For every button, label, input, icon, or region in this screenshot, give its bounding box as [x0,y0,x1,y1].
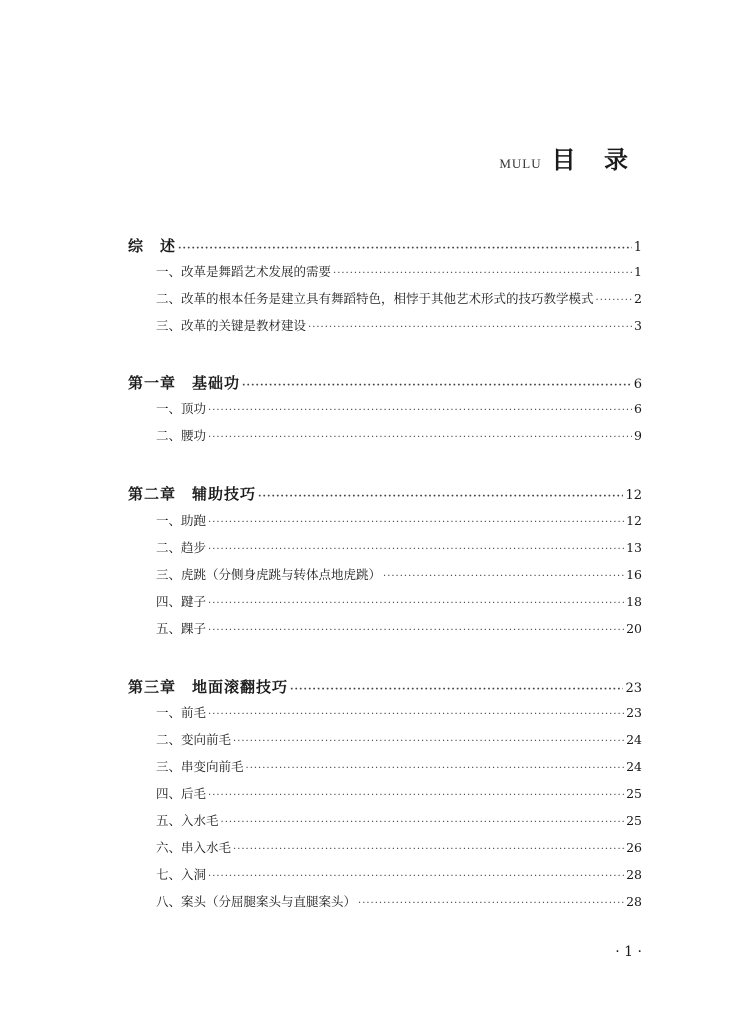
toc-entry-label: 二、改革的根本任务是建立具有舞蹈特色，相悖于其他艺术形式的技巧教学模式 [156,291,594,306]
toc-page-number: 20 [626,621,642,636]
dot-leader [208,517,624,528]
toc-page-number: 18 [626,594,642,609]
toc-section [128,892,642,910]
dot-leader [208,598,624,609]
toc-page-number: 12 [626,513,642,528]
toc-entry-label: 第一章 基础功 [128,374,241,392]
toc-page-number: 1 [634,264,642,279]
toc-page-number: 23 [626,705,642,720]
header-pinyin: MULU [499,156,542,171]
toc-entry-label: 四、后毛 [156,786,207,801]
toc-section [128,865,642,883]
toc-entry-label: 第三章 地面滚翻技巧 [128,678,289,696]
toc-chapter [128,676,642,697]
toc-page-number: 12 [625,488,642,503]
toc-entry-label: 二、变向前毛 [156,732,232,747]
toc-entry-label: 三、虎跳（分侧身虎跳与转体点地虎跳） [156,567,382,582]
toc-entry-label: 三、改革的关键是教材建设 [156,318,307,333]
toc-page-number: 13 [626,540,642,555]
toc-page-number: 24 [626,732,642,747]
toc-page-number: 26 [626,840,642,855]
toc-page-number: 6 [634,401,642,416]
toc-entry-label: 二、腰功 [156,428,207,443]
toc-entry-label: 二、趋步 [156,540,207,555]
toc-section [128,426,642,444]
page-number: · 1 · [615,944,642,960]
dot-leader [258,491,623,502]
dot-leader [246,763,625,774]
dot-leader [233,844,624,855]
dot-leader [242,380,632,391]
toc-entry-label: 一、助跑 [156,513,207,528]
dot-leader [221,817,625,828]
toc-header [499,140,638,175]
dot-leader [290,684,623,695]
dot-leader [208,871,624,882]
toc-entry-label: 五、入水毛 [156,813,219,828]
toc-entry-label: 三、串变向前毛 [156,759,244,774]
toc-chapter [128,372,642,393]
toc-entry-label: 八、案头（分屈腿案头与直腿案头） [156,894,357,909]
toc-section [128,838,642,856]
toc-entry-label: 四、踺子 [156,594,207,609]
toc-page-number: 23 [625,681,642,696]
toc-page-number: 28 [626,867,642,882]
toc-page-number: 28 [626,894,642,909]
dot-leader [208,790,624,801]
toc-page-number: 25 [626,813,642,828]
toc-page-number: 24 [626,759,642,774]
toc-section [128,565,642,583]
toc-entry-label: 一、顶功 [156,401,207,416]
toc-entry-label: 六、串入水毛 [156,840,232,855]
toc-page-number: 9 [634,428,642,443]
dot-leader [233,736,624,747]
toc-section [128,757,642,775]
dot-leader [333,268,632,279]
toc-section [128,811,642,829]
toc-section [128,703,642,721]
toc-page-number: 6 [633,377,642,392]
toc-entry-label: 综 述 [128,237,177,255]
toc-section [128,316,642,334]
toc-entry-label: 一、改革是舞蹈艺术发展的需要 [156,264,332,279]
toc-page-number: 2 [634,291,642,306]
toc-chapter [128,235,642,256]
toc-entry-label: 一、前毛 [156,705,207,720]
toc-section [128,399,642,417]
dot-leader [178,243,632,254]
dot-leader [208,544,624,555]
toc-chapter [128,483,642,504]
dot-leader [358,898,624,909]
dot-leader [596,295,633,306]
toc-page-number: 1 [633,240,642,255]
dot-leader [208,709,624,720]
toc-section [128,784,642,802]
toc-section [128,619,642,637]
dot-leader [208,405,632,416]
toc-page-number: 25 [626,786,642,801]
dot-leader [208,625,624,636]
dot-leader [308,322,632,333]
toc-page-number: 16 [626,567,642,582]
toc-section [128,592,642,610]
toc-entry-label: 第二章 辅助技巧 [128,485,257,503]
toc-entry-label: 七、入洞 [156,867,207,882]
toc-section [128,730,642,748]
toc-section [128,511,642,529]
page-title: 目 录 [551,145,638,174]
dot-leader [383,571,624,582]
toc-entry-label: 五、踝子 [156,621,207,636]
dot-leader [208,432,632,443]
toc-section [128,262,642,280]
toc-page-number: 3 [634,318,642,333]
toc-section [128,538,642,556]
toc-section [128,289,642,307]
